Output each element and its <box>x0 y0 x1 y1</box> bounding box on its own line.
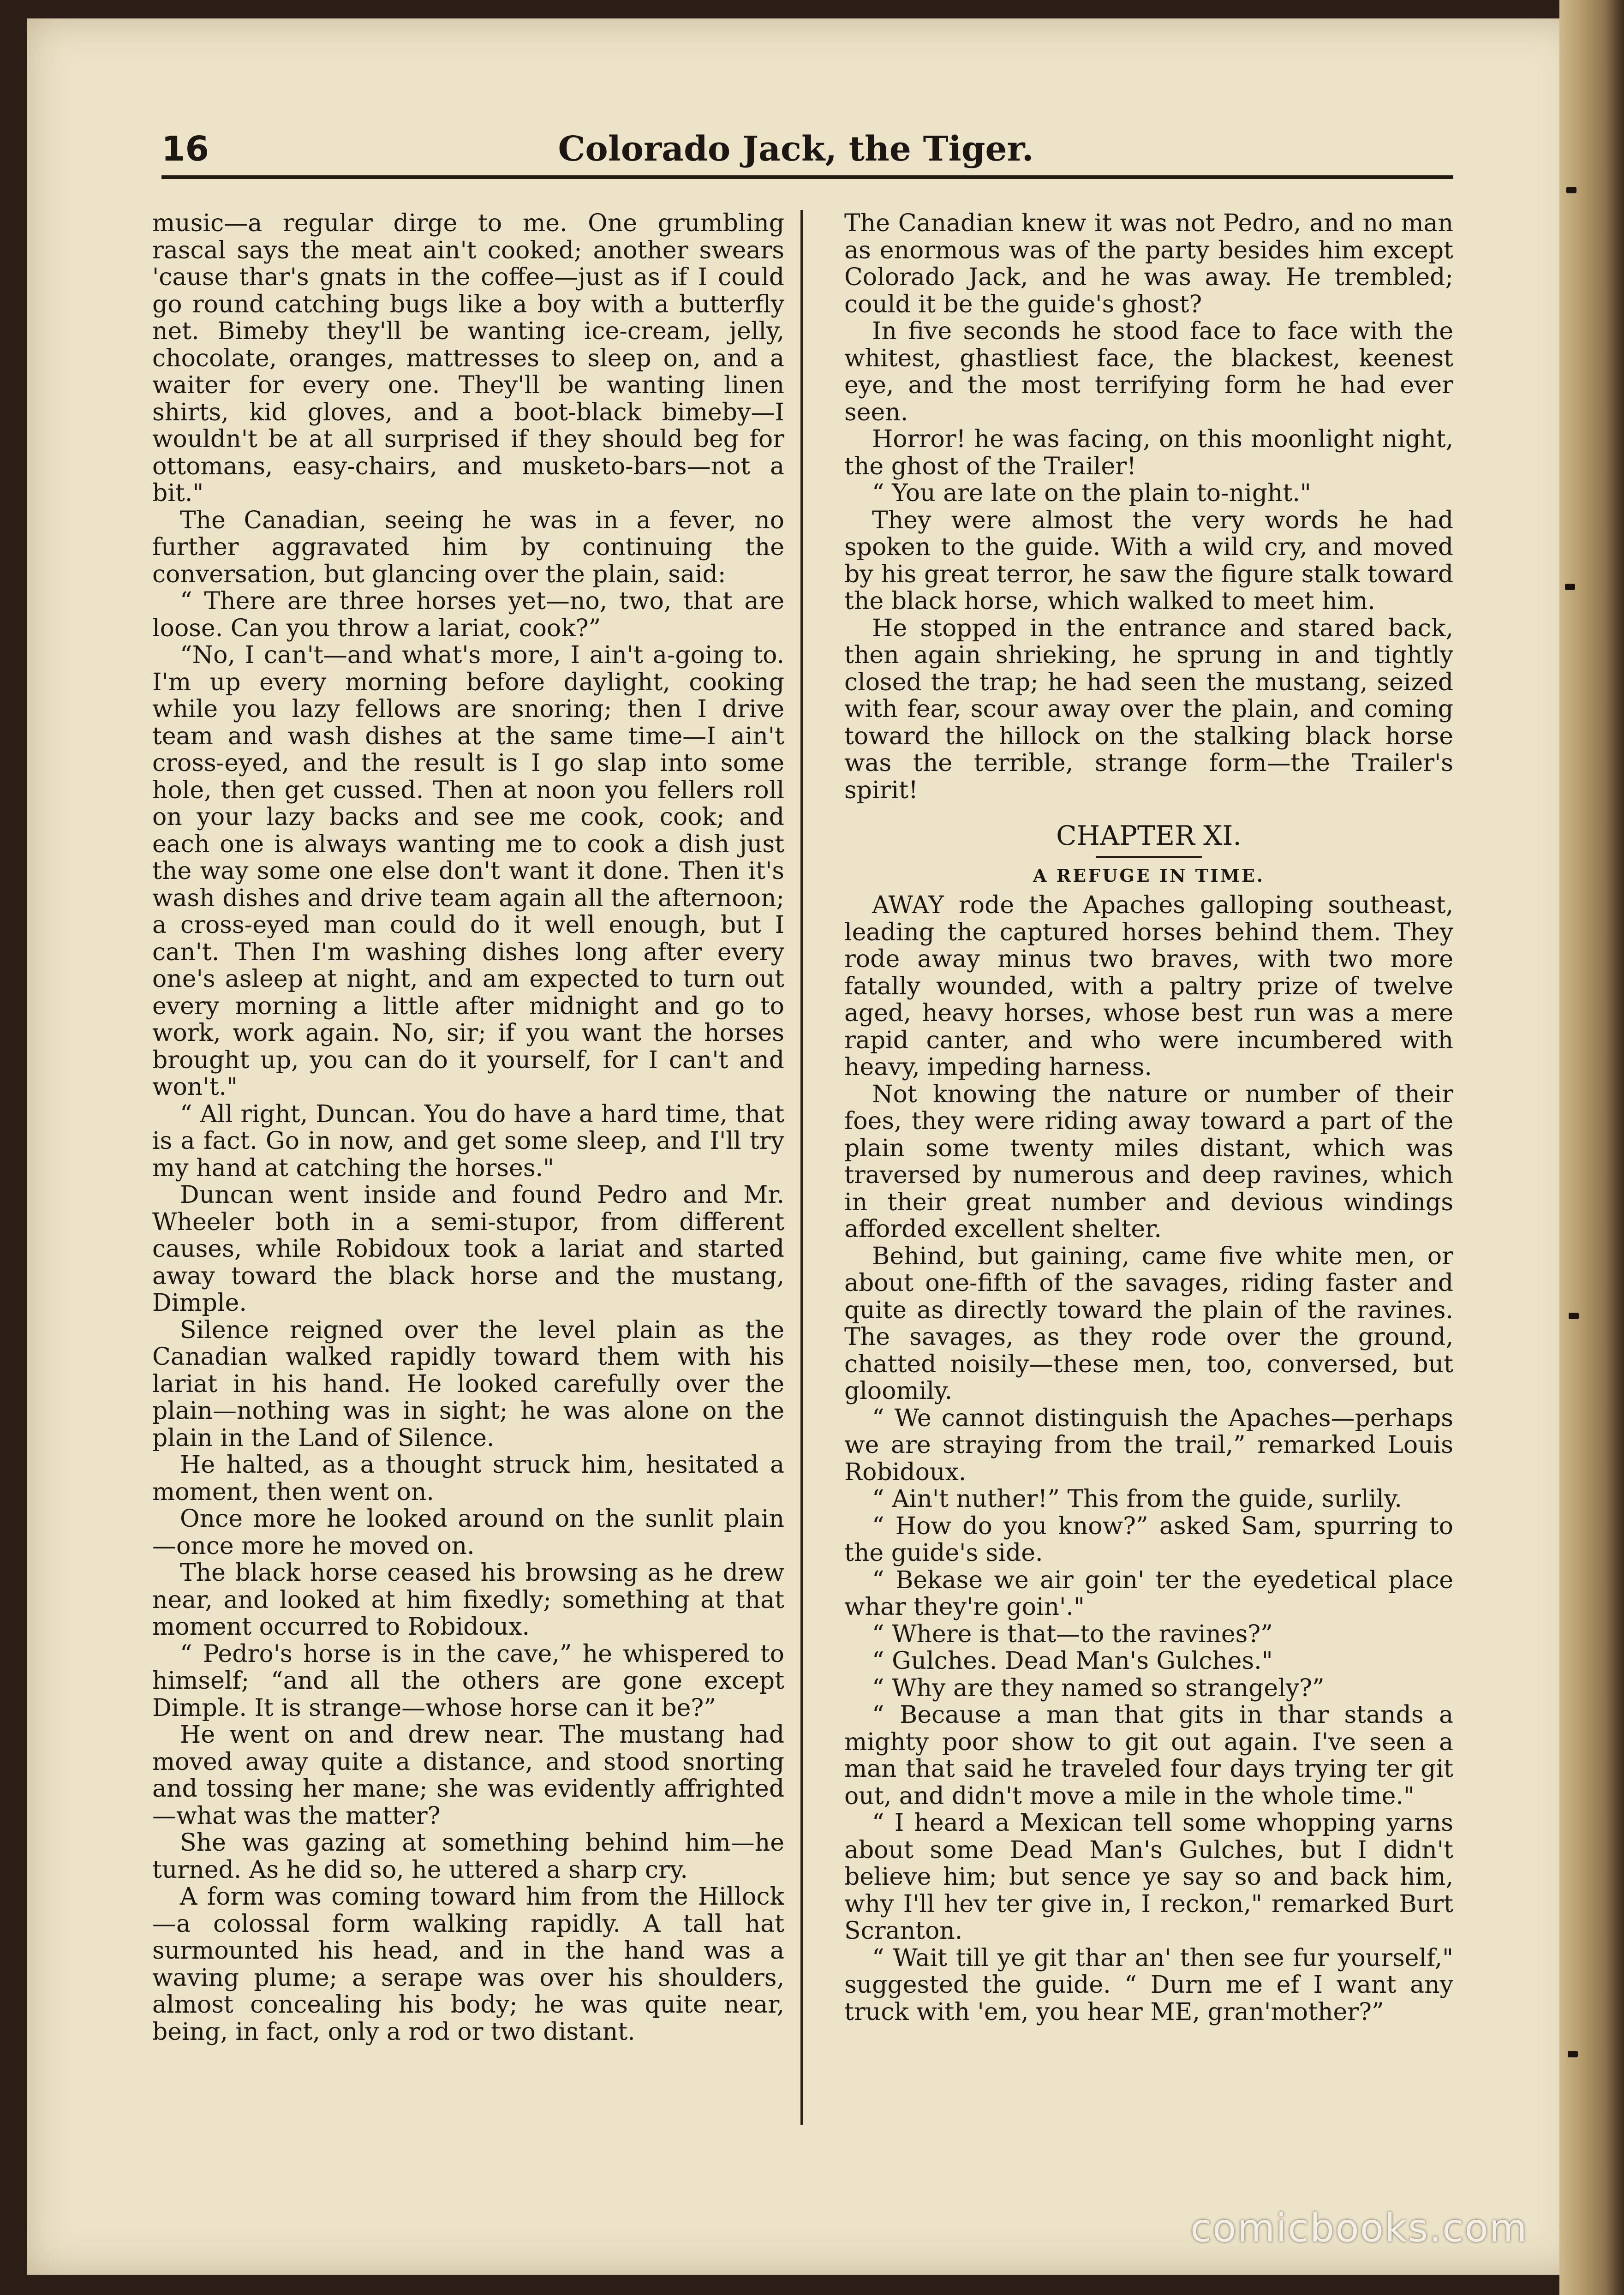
paragraph: music—a regular dirge to me. One grumbling rascal says the meat ain't cooked; another swears 'cause thar's gnats in the coffee—just as if I could go round catching bugs like a boy with a butterfly net. Bimeby they'll be wanting ice-cream, jelly, chocolate, oranges, mattresses to sleep on, and a waiter for every one. They'll be wanting linen shirts, kid gloves, and a boot-black bimeby—I wouldn't be at all surprised if they should beg for ottomans, easy-chairs, and musketo-bars—not a bit." <box>152 210 784 507</box>
right-text-column <box>844 210 1453 2129</box>
paragraph: “ Wait till ye git thar an' then see fur yourself," suggested the guide. “ Durn me ef I want any truck with 'em, you hear ME, gran'mother?” <box>844 1944 1453 2026</box>
paragraph: “ We cannot distinguish the Apaches—perhaps we are straying from the trail,” remarked Louis Robidoux. <box>844 1404 1453 1486</box>
paragraph: The Canadian, seeing he was in a fever, no further aggravated him by continuing the conversation, but glancing over the plain, said: <box>152 506 784 588</box>
column-divider <box>800 210 803 2125</box>
chapter-title: CHAPTER XI. <box>1056 820 1242 851</box>
paragraph: Once more he looked around on the sunlit plain—once more he moved on. <box>152 1505 784 1560</box>
page-number: 16 <box>161 129 209 169</box>
paragraph: He went on and drew near. The mustang had moved away quite a distance, and stood snorting and tossing her mane; she was evidently affrighted—what was the matter? <box>152 1721 784 1830</box>
paragraph: In five seconds he stood face to face with the whitest, ghastliest face, the blackest, keenest eye, and the most terrifying form he had ever seen. <box>844 317 1453 426</box>
paragraph: He halted, as a thought struck him, hesitated a moment, then went on. <box>152 1451 784 1506</box>
paragraph: “ I heard a Mexican tell some whopping yarns about some Dead Man's Gulches, but I didn't believe him; but sence ye say so and back him, why I'll hev ter give in, I reckon," remarked Burt Scranton. <box>844 1809 1453 1945</box>
paragraph: “ How do you know?” asked Sam, spurring to the guide's side. <box>844 1512 1453 1567</box>
header-rule <box>161 175 1453 179</box>
left-text-column <box>152 210 784 2129</box>
paragraph: Not knowing the nature or number of their foes, they were riding away toward a part of the plain some twenty miles distant, which was traversed by numerous and deep ravines, which in their great number and devious windings afforded excellent shelter. <box>844 1080 1453 1243</box>
binding-staple <box>1568 2051 1578 2057</box>
chapter-subtitle: A REFUGE IN TIME. <box>1033 865 1265 886</box>
page-edge <box>1559 0 1624 2295</box>
paragraph: “No, I can't—and what's more, I ain't a-going to. I'm up every morning before daylight, cooking while you lazy fellows are snoring; then I drive team and wash dishes at the same time—I ain't cross-eyed, and the result is I go slap into some hole, then get cussed. Then at noon you fellers roll on your lazy backs and see me cook, cook; and each one is always wanting me to cook a dish just the way some one else don't want it done. Then it's wash dishes and drive team again all the afternoon; a cross-eyed man could do it well enough, but I can't. Then I'm washing dishes long after every one's asleep at night, and am expected to turn out every morning a little after midnight and go to work, work again. No, sir; if you want the horses brought up, you can do it yourself, for I can't and won't." <box>152 641 784 1101</box>
paragraph: They were almost the very words he had spoken to the guide. With a wild cry, and moved by his great terror, he saw the figure stalk toward the black horse, which walked to meet him. <box>844 506 1453 615</box>
paragraph: The black horse ceased his browsing as he drew near, and looked at him fixedly; something at that moment occurred to Robidoux. <box>152 1559 784 1641</box>
running-title: Colorado Jack, the Tiger. <box>558 129 1034 169</box>
running-header <box>143 125 1449 175</box>
binding-staple <box>1569 1313 1579 1319</box>
right-column-after-chapter <box>844 892 1453 2026</box>
paragraph: “ All right, Duncan. You do have a hard time, that is a fact. Go in now, and get some sleep, and I'll try my hand at catching the horses." <box>152 1100 784 1182</box>
watermark: comicbooks.com <box>1190 2205 1528 2251</box>
paragraph: Duncan went inside and found Pedro and Mr. Wheeler both in a semi-stupor, from different causes, while Robidoux took a lariat and started away toward the black horse and the mustang, Dimple. <box>152 1181 784 1317</box>
paragraph: Behind, but gaining, came five white men, or about one-fifth of the savages, riding faster and quite as directly toward the plain of the ravines. The savages, as they rode over the ground, chatted noisily—these men, too, conversed, but gloomily. <box>844 1242 1453 1405</box>
paragraph: “ Ain't nuther!” This from the guide, surlily. <box>872 1485 1402 1513</box>
right-column-before-chapter <box>844 210 1453 804</box>
paragraph: The Canadian knew it was not Pedro, and no man as enormous was of the party besides him except Colorado Jack, and he was away. He trembled; could it be the guide's ghost? <box>844 210 1453 318</box>
binding-staple <box>1566 187 1576 193</box>
binding-staple <box>1565 584 1575 590</box>
paragraph: A form was coming toward him from the Hillock—a colossal form walking rapidly. A tall hat surmounted his head, and in the hand was a waving plume; a serape was over his shoulders, almost concealing his body; he was quite near, being, in fact, only a rod or two distant. <box>152 1883 784 2046</box>
paragraph: He stopped in the entrance and stared back, then again shrieking, he sprung in and tightly closed the trap; he had seen the mustang, seized with fear, scour away over the plain, and coming toward the hillock on the stalking black horse was the terrible, strange form—the Trailer's spirit! <box>844 614 1453 804</box>
chapter-rule <box>1096 856 1202 858</box>
paragraph: “ Bekase we air goin' ter the eyedetical place whar they're goin'." <box>844 1566 1453 1621</box>
paragraph: “ Pedro's horse is in the cave,” he whispered to himself; “and all the others are gone except Dimple. It is strange—whose horse can it be?” <box>152 1640 784 1722</box>
paragraph: “ Because a man that gits in thar stands a mighty poor show to git out again. I've seen a man that said he traveled four days trying ter git out, and didn't move a mile in the whole time." <box>844 1701 1453 1810</box>
paragraph: “ You are late on the plain to-night." <box>872 479 1311 507</box>
paragraph: AWAY rode the Apaches galloping southeast, leading the captured horses behind them. They rode away minus two braves, with two more fatally wounded, with a paltry prize of twelve aged, heavy horses, whose best run was a mere rapid canter, and who were incumbered with heavy, impeding harness. <box>844 891 1453 1081</box>
paragraph: Horror! he was facing, on this moonlight night, the ghost of the Trailer! <box>844 425 1453 480</box>
paragraph: “ There are three horses yet—no, two, that are loose. Can you throw a lariat, cook?” <box>152 587 784 642</box>
paragraph: Silence reigned over the level plain as the Canadian walked rapidly toward them with his lariat in his hand. He looked carefully over the plain—nothing was in sight; he was alone on the plain in the Land of Silence. <box>152 1316 784 1452</box>
paragraph: “ Why are they named so strangely?” <box>872 1674 1325 1702</box>
paragraph: “ Gulches. Dead Man's Gulches." <box>872 1647 1273 1675</box>
paragraph: “ Where is that—to the ravines?” <box>872 1620 1273 1648</box>
paragraph: She was gazing at something behind him—he turned. As he did so, he uttered a sharp cry. <box>152 1829 784 1884</box>
